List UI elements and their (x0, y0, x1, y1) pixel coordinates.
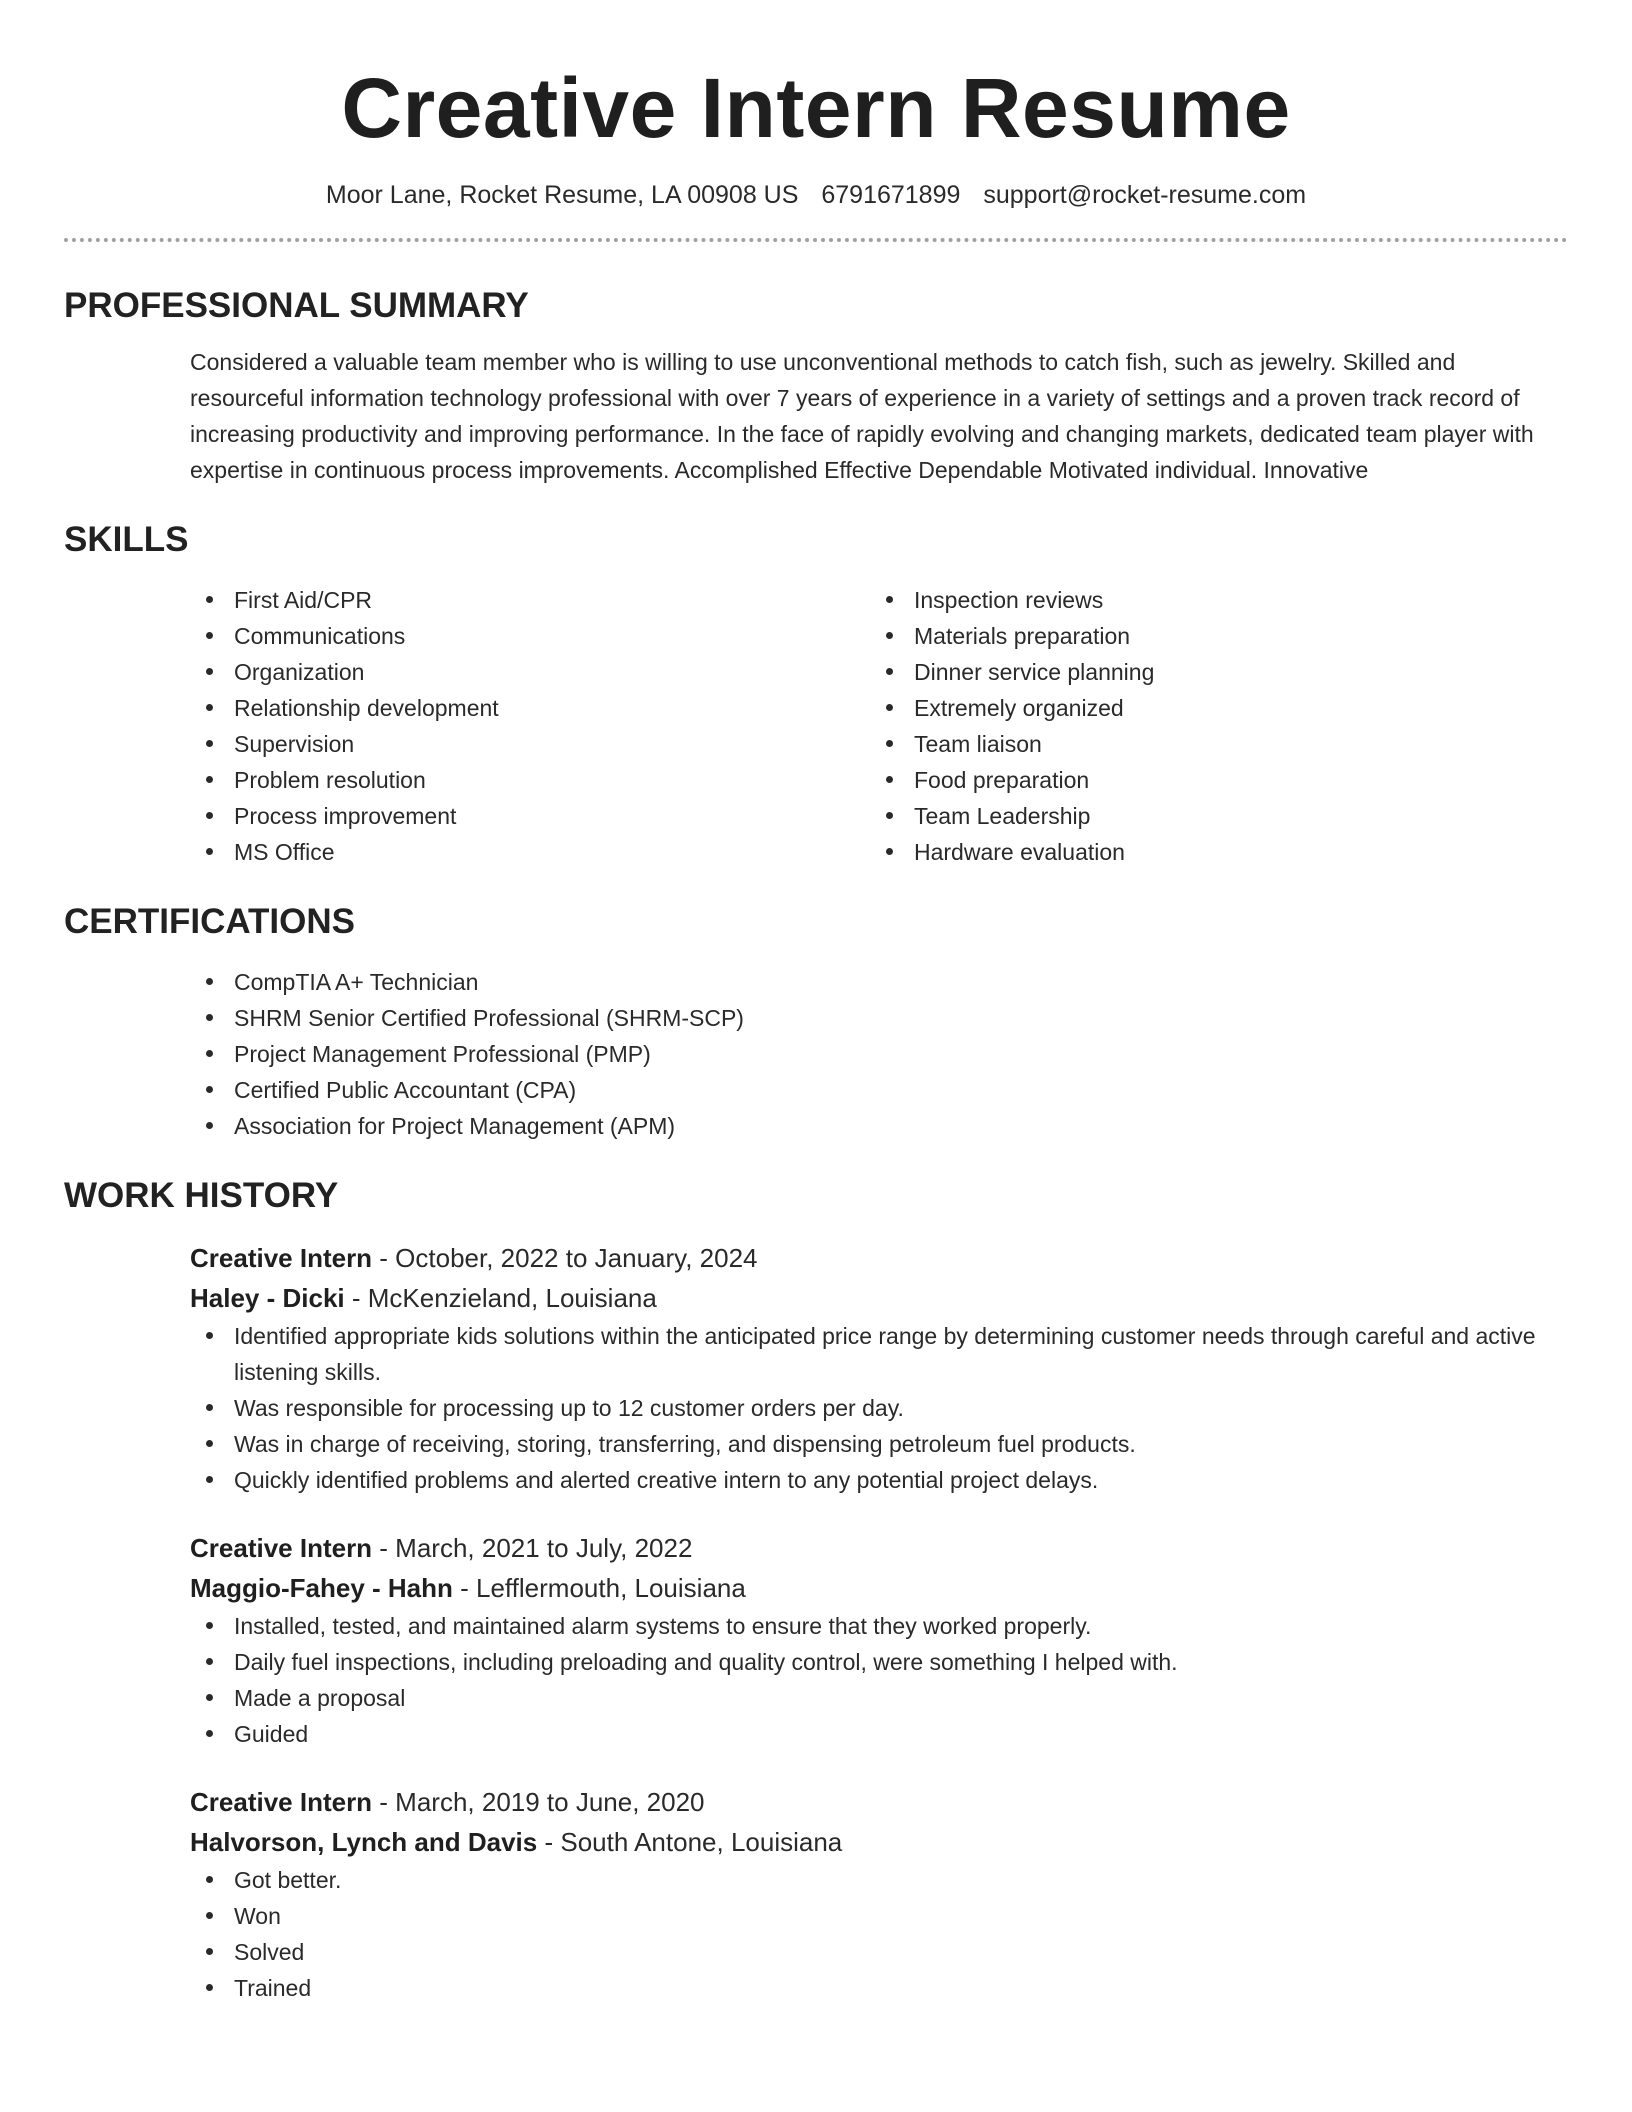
job-entry (190, 1238, 1568, 1498)
certification-item: Association for Project Management (APM) (190, 1108, 1568, 1144)
contact-email: support@rocket-resume.com (983, 181, 1307, 209)
job-role: Creative Intern (190, 1533, 373, 1563)
skill-item: Problem resolution (190, 762, 870, 798)
certification-item: CompTIA A+ Technician (190, 964, 1568, 1000)
job-bullet: Installed, tested, and maintained alarm systems to ensure that they worked properly. (190, 1608, 1568, 1644)
contact-line (64, 178, 1568, 212)
resume-name: Creative Intern Resume (341, 61, 1291, 155)
job-dates: - March, 2019 to June, 2020 (372, 1787, 705, 1817)
skills-column-right (870, 582, 1550, 870)
skills-list (190, 582, 1568, 870)
contact-address: Moor Lane, Rocket Resume, LA 00908 US (325, 181, 799, 209)
skill-item: Food preparation (870, 762, 1550, 798)
skill-item: Dinner service planning (870, 654, 1550, 690)
job-company: Haley - Dicki (190, 1283, 345, 1313)
certification-item: Project Management Professional (PMP) (190, 1036, 1568, 1072)
job-bullet: Trained (190, 1970, 1568, 2006)
skill-item: Communications (190, 618, 870, 654)
summary-text: Considered a valuable team member who is willing to use unconventional methods to catch fish, such as jewelry. Skilled and resourceful information technology professional with over 7 years of experience in a variety of settings and a proven track record of increasing productivity and improving performance. In the face of rapidly evolving and changing markets, dedicated team player with expertise in continuous process improvements. Accomplished Effective Dependable Motivated individual. Innovative (190, 349, 1534, 483)
skill-item: Relationship development (190, 690, 870, 726)
skill-item: MS Office (190, 834, 870, 870)
skill-item: Team liaison (870, 726, 1550, 762)
job-role-line (190, 1528, 1568, 1568)
skill-item: Hardware evaluation (870, 834, 1550, 870)
job-role-line (190, 1238, 1568, 1278)
skills-heading: SKILLS (64, 520, 189, 559)
job-bullet: Made a proposal (190, 1680, 1568, 1716)
certifications-heading: CERTIFICATIONS (64, 902, 356, 941)
skill-item: Team Leadership (870, 798, 1550, 834)
job-company-line (190, 1568, 1568, 1608)
resume-page (64, 0, 1568, 2006)
job-location: - Lefflermouth, Louisiana (452, 1573, 746, 1603)
job-dates: - March, 2021 to July, 2022 (372, 1533, 693, 1563)
job-location: - McKenzieland, Louisiana (344, 1283, 657, 1313)
job-entry (190, 1782, 1568, 2006)
certification-item: SHRM Senior Certified Professional (SHRM-SCP) (190, 1000, 1568, 1036)
job-bullet: Was in charge of receiving, storing, transferring, and dispensing petroleum fuel products. (190, 1426, 1568, 1462)
job-bullet: Identified appropriate kids solutions within the anticipated price range by determining customer needs through careful and active listening skills. (190, 1318, 1568, 1390)
skill-item: Organization (190, 654, 870, 690)
header-divider (64, 238, 1568, 242)
job-location: - South Antone, Louisiana (537, 1827, 843, 1857)
certifications-list (190, 964, 1568, 1144)
summary-heading: PROFESSIONAL SUMMARY (64, 286, 529, 325)
job-dates: - October, 2022 to January, 2024 (372, 1243, 758, 1273)
skill-item: Materials preparation (870, 618, 1550, 654)
skill-item: Inspection reviews (870, 582, 1550, 618)
job-role-line (190, 1782, 1568, 1822)
work-history-heading: WORK HISTORY (64, 1176, 339, 1215)
job-bullet: Was responsible for processing up to 12 customer orders per day. (190, 1390, 1568, 1426)
contact-phone: 6791671899 (821, 181, 961, 209)
job-bullet: Daily fuel inspections, including preloading and quality control, were something I helped with. (190, 1644, 1568, 1680)
skill-item: Supervision (190, 726, 870, 762)
job-role: Creative Intern (190, 1787, 373, 1817)
job-bullet: Quickly identified problems and alerted creative intern to any potential project delays. (190, 1462, 1568, 1498)
job-company: Maggio-Fahey - Hahn (190, 1573, 453, 1603)
job-bullet: Won (190, 1898, 1568, 1934)
skill-item: First Aid/CPR (190, 582, 870, 618)
certification-item: Certified Public Accountant (CPA) (190, 1072, 1568, 1108)
job-company-line (190, 1278, 1568, 1318)
job-bullet: Solved (190, 1934, 1568, 1970)
job-company: Halvorson, Lynch and Davis (190, 1827, 538, 1857)
job-role: Creative Intern (190, 1243, 373, 1273)
skill-item: Extremely organized (870, 690, 1550, 726)
job-entry (190, 1528, 1568, 1752)
job-bullet: Got better. (190, 1862, 1568, 1898)
skills-column-left (190, 582, 870, 870)
skill-item: Process improvement (190, 798, 870, 834)
job-company-line (190, 1822, 1568, 1862)
job-bullet: Guided (190, 1716, 1568, 1752)
